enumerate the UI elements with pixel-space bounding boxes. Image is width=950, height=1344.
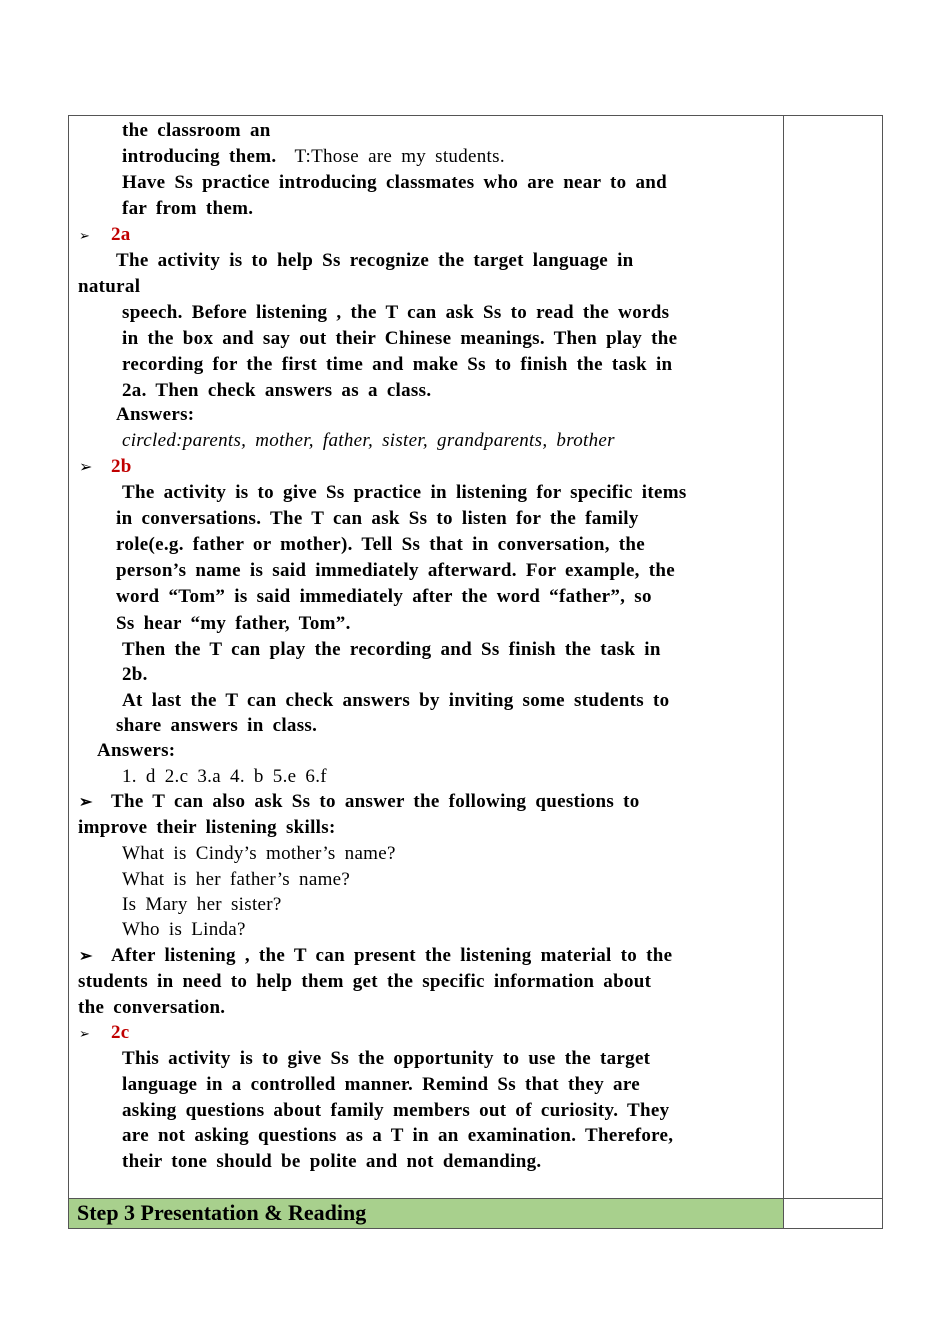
text-run: T:Those are my students. xyxy=(294,146,505,167)
notes-cell xyxy=(784,116,883,1199)
text-line: Ss hear “my father, Tom”. xyxy=(116,613,351,634)
text-line: in the box and say out their Chinese meanings. Then play the xyxy=(122,328,678,349)
text-line: word “Tom” is said immediately after the word “father”, so xyxy=(116,586,652,607)
section-heading-2a xyxy=(79,222,778,249)
section-label: 2c xyxy=(111,1022,130,1043)
text-line: The activity is to help Ss recognize the target language in xyxy=(116,250,634,271)
text-line: their tone should be polite and not demanding. xyxy=(122,1151,542,1172)
section-heading-2c xyxy=(79,1020,778,1047)
answer-text: circled:parents, mother, father, sister, grandparents, brother xyxy=(122,430,615,451)
text-line: improve their listening skills: xyxy=(78,817,336,838)
text-run: After listening , the T can present the listening material to the xyxy=(111,945,673,966)
text-line: far from them. xyxy=(122,198,254,219)
text-line: 2a. Then check answers as a class. xyxy=(122,380,432,401)
text-line: asking questions about family members out of curiosity. They xyxy=(122,1100,670,1121)
text-line: language in a controlled manner. Remind Ss that they are xyxy=(122,1074,640,1095)
question-line: Who is Linda? xyxy=(122,919,246,940)
notes-cell xyxy=(784,1199,883,1229)
procedure-row xyxy=(69,116,883,1199)
text-run: The T can also ask Ss to answer the following questions to xyxy=(111,791,640,812)
arrow-bullet-icon: ➢ xyxy=(79,459,93,476)
answers-label: Answers: xyxy=(116,404,195,425)
text-run: introducing them. xyxy=(122,146,277,167)
text-line: role(e.g. father or mother). Tell Ss that in conversation, the xyxy=(116,534,646,555)
step-row xyxy=(69,1199,883,1229)
text-line: 2b. xyxy=(122,664,148,685)
text-line: the classroom an xyxy=(122,120,271,141)
section-label: 2a xyxy=(111,224,131,245)
question-line: What is her father’s name? xyxy=(122,869,351,890)
text-line: The activity is to give Ss practice in listening for specific items xyxy=(122,482,687,503)
step-heading: Step 3 Presentation & Reading xyxy=(77,1200,367,1225)
section-heading-2b xyxy=(79,454,778,481)
answers-label: Answers: xyxy=(97,740,176,761)
question-line: What is Cindy’s mother’s name? xyxy=(122,843,396,864)
question-line: Is Mary her sister? xyxy=(122,894,282,915)
text-line: Have Ss practice introducing classmates who are near to and xyxy=(122,172,668,193)
text-line: share answers in class. xyxy=(116,715,318,736)
text-line: are not asking questions as a T in an examination. Therefore, xyxy=(122,1125,674,1146)
step-heading-cell xyxy=(69,1199,784,1229)
section-label: 2b xyxy=(111,456,132,477)
arrow-bullet-icon: ➢ xyxy=(79,794,93,811)
text-line: speech. Before listening , the T can ask Ss to read the words xyxy=(122,302,670,323)
text-line: natural xyxy=(78,276,141,297)
text-line: recording for the first time and make Ss to finish the task in xyxy=(122,354,673,375)
text-line: the conversation. xyxy=(78,997,226,1018)
procedure-cell xyxy=(69,116,784,1199)
arrow-bullet-icon: ➢ xyxy=(79,228,91,243)
text-line: in conversations. The T can ask Ss to listen for the family xyxy=(116,508,639,529)
bullet-line xyxy=(79,943,778,970)
text-line: Then the T can play the recording and Ss finish the task in xyxy=(122,639,661,660)
arrow-bullet-icon: ➢ xyxy=(79,1026,91,1041)
bullet-line xyxy=(79,789,778,816)
text-line: This activity is to give Ss the opportunity to use the target xyxy=(122,1048,651,1069)
lesson-plan-table xyxy=(68,115,883,1229)
text-line: person’s name is said immediately afterward. For example, the xyxy=(116,560,676,581)
text-line xyxy=(122,144,778,170)
answer-text: 1. d 2.c 3.a 4. b 5.e 6.f xyxy=(122,766,327,787)
arrow-bullet-icon: ➢ xyxy=(79,948,93,965)
text-line: students in need to help them get the specific information about xyxy=(78,971,652,992)
text-line: At last the T can check answers by inviting some students to xyxy=(122,690,670,711)
